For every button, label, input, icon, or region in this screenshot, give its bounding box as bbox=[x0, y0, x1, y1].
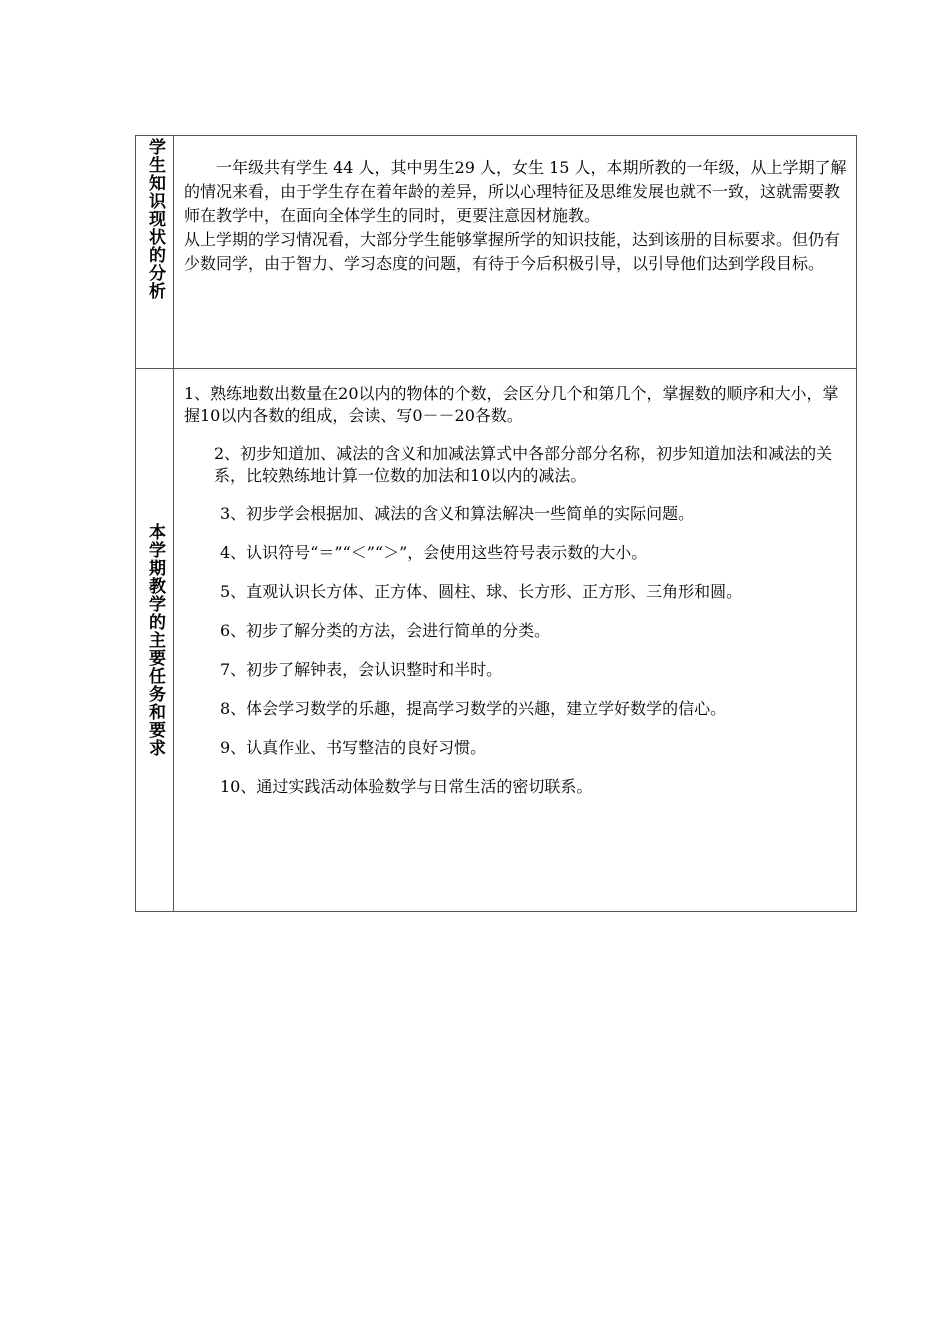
task-item-5: 5、直观认识长方体、正方体、圆柱、球、长方形、正方形、三角形和圆。 bbox=[220, 582, 743, 601]
task-item-2: 2、初步知道加、减法的含义和加减法算式中各部分部分名称，初步知道加法和减法的关系，比较熟练地计算一位数的加法和10以内的减法。 bbox=[214, 444, 833, 485]
task-item-1: 1、熟练地数出数量在20以内的物体的个数，会区分几个和第几个，掌握数的顺序和大小，掌握10以内各数的组成，会读、写0－－20各数。 bbox=[184, 384, 839, 425]
task-item-6: 6、初步了解分类的方法，会进行简单的分类。 bbox=[220, 621, 551, 640]
task-item-7: 7、初步了解钟表，会认识整时和半时。 bbox=[220, 660, 503, 679]
student-analysis-content-cell bbox=[174, 136, 857, 369]
student-analysis-paragraph-2: 从上学期的学习情况看，大部分学生能够掌握所学的知识技能，达到该册的目标要求。但仍有少数同学，由于智力、学习态度的问题，有待于今后积极引导，以引导他们达到学段目标。 bbox=[184, 230, 841, 273]
semester-tasks-content-cell bbox=[174, 369, 857, 912]
task-item-9: 9、认真作业、书写整洁的良好习惯。 bbox=[220, 738, 487, 757]
teaching-plan-table bbox=[135, 135, 857, 912]
student-analysis-label-cell bbox=[136, 136, 174, 369]
task-item-8: 8、体会学习数学的乐趣，提高学习数学的兴趣，建立学好数学的信心。 bbox=[220, 699, 727, 718]
student-analysis-row bbox=[136, 136, 857, 369]
student-analysis-paragraph-1: 一年级共有学生 44 人，其中男生29 人，女生 15 人，本期所教的一年级，从上学期了解的情况来看，由于学生存在着年龄的差异，所以心理特征及思维发展也就不一致，这就需要教师在教学中，在面向全体学生的同时，更要注意因材施教。 bbox=[184, 158, 847, 225]
semester-tasks-row bbox=[136, 369, 857, 912]
task-item-3: 3、初步学会根据加、减法的含义和算法解决一些简单的实际问题。 bbox=[220, 504, 695, 523]
task-item-4: 4、认识符号“＝”“＜”“＞”，会使用这些符号表示数的大小。 bbox=[220, 543, 648, 562]
task-item-10: 10、通过实践活动体验数学与日常生活的密切联系。 bbox=[220, 777, 593, 796]
semester-tasks-label: 本学期教学的主要任务和要求 bbox=[145, 523, 165, 757]
student-analysis-label: 学生知识现状的分析 bbox=[145, 138, 165, 300]
semester-tasks-label-cell bbox=[136, 369, 174, 912]
